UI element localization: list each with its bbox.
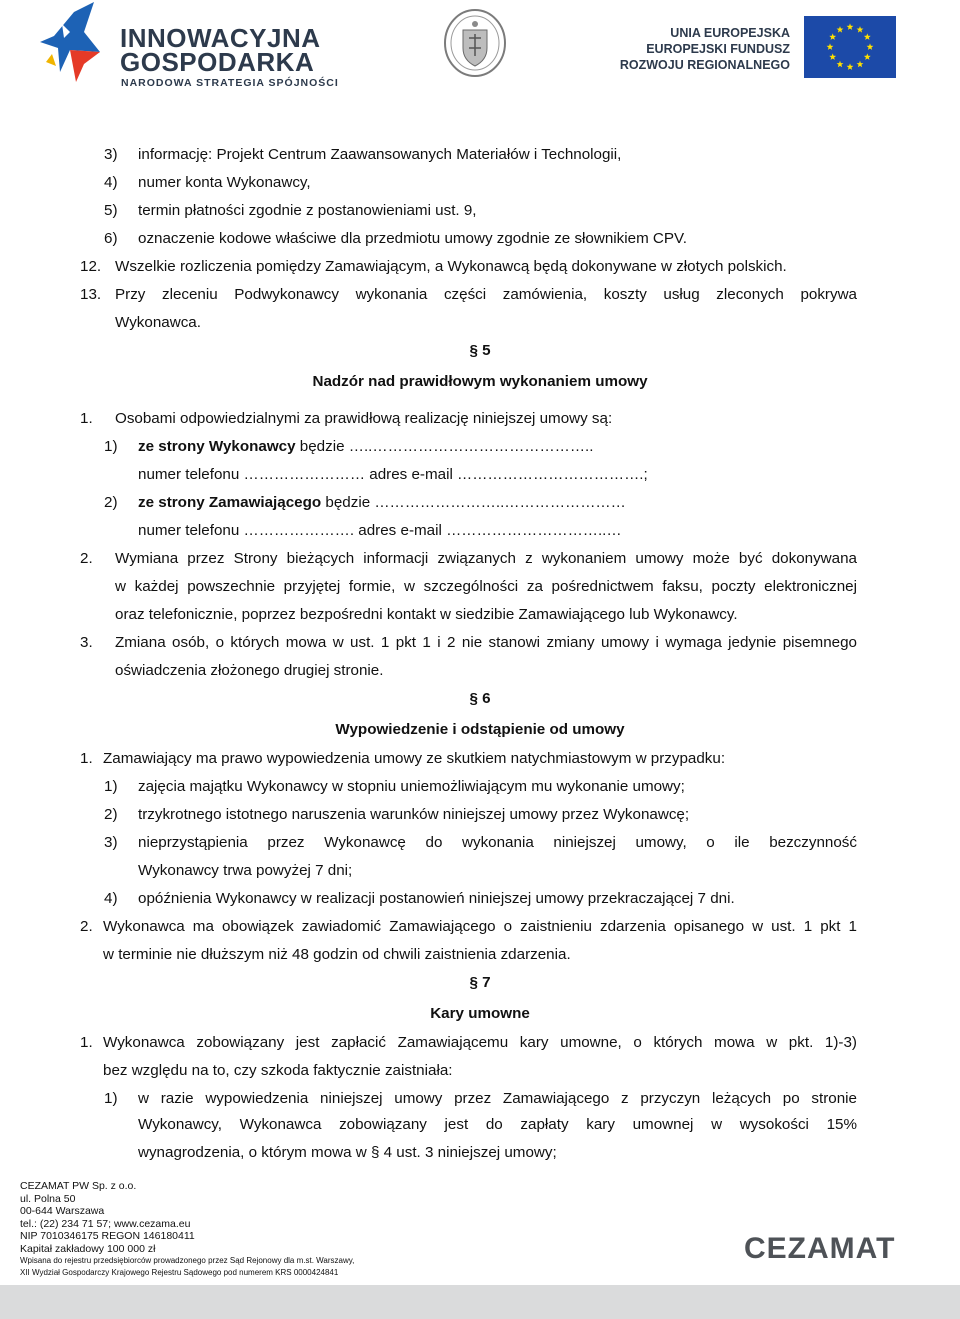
list-item-text: w razie wypowiedzenia niniejszej umowy przez Zamawiającego z przyczyn leżących po stronie (138, 1090, 857, 1107)
footer-registry-line2: XII Wydział Gospodarczy Krajowego Rejestru Sądowego pod numerem KRS 0000424841 (20, 1268, 339, 1277)
paragraph-text: Wszelkie rozliczenia pomiędzy Zamawiającym, a Wykonawcą będą dokonywane w złotych polskich. (115, 258, 787, 275)
footer-contact: tel.: (22) 234 71 57; www.cezama.eu (20, 1217, 191, 1230)
footer-capital: Kapitał zakładowy 100 000 zł (20, 1242, 156, 1255)
paragraph-number: 2. (80, 550, 93, 567)
party-label: ze strony Wykonawcy (138, 438, 296, 455)
list-item-number: 2) (104, 494, 118, 511)
paragraph-text: w każdej powszechnie przyjętej formie, w szczególności za pośrednictwem faksu, poczty elektronicznej (115, 578, 857, 595)
list-item-number: 1) (104, 438, 118, 455)
paragraph-number: 1. (80, 750, 93, 767)
paragraph-text: Wymiana przez Strony bieżących informacji związanych z wykonaniem umowy może być dokonywana (115, 550, 857, 567)
innowacyjna-gospodarka-logo-icon (40, 2, 112, 84)
list-item-text: zajęcia majątku Wykonawcy w stopniu uniemożliwiającym mu wykonanie umowy; (138, 778, 685, 795)
list-item-number: 3) (104, 146, 118, 163)
list-item-text: Wykonawcy trwa powyżej 7 dni; (138, 862, 353, 879)
footer-company-name: CEZAMAT PW Sp. z o.o. (20, 1180, 137, 1192)
paragraph-number: 13. (80, 286, 102, 303)
footer-tax-ids: NIP 7010346175 REGON 146180411 (20, 1230, 195, 1242)
list-item-text: wynagrodzenia, o którym mowa w § 4 ust. 3 niniejszej umowy; (138, 1144, 557, 1161)
contact-line: numer telefonu …………………. adres e-mail …………………………..… (138, 522, 622, 539)
party-label: ze strony Zamawiającego (138, 494, 322, 511)
section-symbol: § 6 (469, 690, 491, 707)
party-placeholder: będzie ……………………..…………………… (321, 494, 626, 511)
paragraph-text: Przy zleceniu Podwykonawcy wykonania części zamówienia, koszty usług zleconych pokrywa (115, 286, 857, 303)
eu-line3: ROZWOJU REGIONALNEGO (619, 58, 790, 72)
section-symbol: § 7 (469, 974, 491, 991)
list-item-text (138, 437, 593, 457)
list-item-number: 6) (104, 230, 118, 247)
list-item-text: numer konta Wykonawcy, (138, 174, 311, 191)
list-item-text: oznaczenie kodowe właściwe dla przedmiotu umowy zgodnie ze słownikiem CPV. (138, 230, 687, 247)
section-symbol: § 5 (469, 342, 491, 359)
list-item-number: 4) (104, 174, 118, 191)
party-placeholder: będzie …..…………………………………….. (295, 438, 594, 455)
list-item-number: 5) (104, 202, 118, 219)
list-item-text: trzykrotnego istotnego naruszenia warunków niniejszej umowy przez Wykonawcę; (138, 806, 690, 823)
paragraph-text: Zmiana osób, o których mowa w ust. 1 pkt 1 i 2 nie stanowi zmiany umowy i wymaga jedynie pisemnego (115, 634, 857, 651)
list-item-text (138, 493, 626, 513)
section-title: Nadzór nad prawidłowym wykonaniem umowy (312, 373, 648, 390)
paragraph-text: bez względu na to, czy szkoda faktycznie zaistniała: (103, 1062, 453, 1079)
eu-line2: EUROPEJSKI FUNDUSZ (646, 42, 790, 56)
list-item-number: 4) (104, 890, 118, 907)
section-title: Wypowiedzenie i odstąpienie od umowy (335, 721, 625, 738)
paragraph-number: 1. (80, 1034, 93, 1051)
cezamat-logo (744, 1232, 896, 1272)
logo-title-line1: INNOWACYJNA (120, 23, 321, 53)
paragraph-number: 2. (80, 918, 93, 935)
list-item-text: informację: Projekt Centrum Zaawansowanych Materiałów i Technologii, (138, 146, 622, 163)
list-item-text: opóźnienia Wykonawcy w realizacji postanowień niniejszej umowy przekraczającej 7 dni. (138, 890, 735, 907)
footer-company-info (20, 1180, 354, 1279)
paragraph-text: Wykonawca ma obowiązek zawiadomić Zamawiającego o zaistnieniu zdarzenia opisanego w ust. 1 pkt 1 (103, 918, 857, 935)
eu-line1: UNIA EUROPEJSKA (670, 26, 790, 40)
list-item-text: Wykonawcy, Wykonawca zobowiązany jest do zapłaty kary umownej w wysokości 15% (138, 1116, 857, 1133)
paragraph-number: 3. (80, 634, 93, 651)
paragraph-text: oświadczenia złożonego drugiej stronie. (115, 662, 384, 679)
list-item-text: termin płatności zgodnie z postanowieniami ust. 9, (138, 202, 477, 219)
logo-subtitle: NARODOWA STRATEGIA SPÓJNOŚCI (121, 77, 339, 89)
cezamat-logo-text: CEZAMAT (744, 1232, 896, 1265)
paragraph-text: Zamawiający ma prawo wypowiedzenia umowy ze skutkiem natychmiastowym w przypadku: (103, 750, 726, 767)
paragraph-number: 1. (80, 410, 93, 427)
list-item-number: 1) (104, 1090, 118, 1107)
list-item-number: 3) (104, 834, 118, 851)
footer-city: 00-644 Warszawa (20, 1205, 105, 1217)
list-item-number: 1) (104, 778, 118, 795)
paragraph-number: 12. (80, 258, 102, 275)
footer-bar (0, 1285, 960, 1319)
header (0, 0, 960, 90)
paragraph-text: Wykonawca zobowiązany jest zapłacić Zamawiającemu kary umowne, o których mowa w pkt. 1)-3) (103, 1034, 857, 1051)
contact-line: numer telefonu …………………… adres e-mail ……………………………….; (138, 466, 648, 483)
paragraph-text: w terminie nie dłuższym niż 48 godzin od chwili zaistnienia zdarzenia. (103, 946, 571, 963)
paragraph-text: oraz telefonicznie, poprzez bezpośredni kontakt w siedzibie Zamawiającego lub Wykonawcy. (115, 606, 738, 623)
logo-title-line2: GOSPODARKA (120, 47, 315, 77)
list-item-text: nieprzystąpienia przez Wykonawcę do wykonania niniejszej umowy, o ile bezczynność (138, 834, 857, 851)
list-item-number: 2) (104, 806, 118, 823)
university-seal-icon (443, 8, 507, 78)
paragraph-text: Wykonawca. (115, 314, 201, 331)
footer-registry-line1: Wpisana do rejestru przedsiębiorców prowadzonego przez Sąd Rejonowy dla m.st. Warszawy, (20, 1256, 355, 1265)
eu-flag-icon (804, 16, 896, 78)
section-title: Kary umowne (430, 1005, 530, 1022)
paragraph-text: Osobami odpowiedzialnymi za prawidłową realizację niniejszej umowy są: (115, 410, 613, 427)
footer-address: ul. Polna 50 (20, 1192, 76, 1205)
